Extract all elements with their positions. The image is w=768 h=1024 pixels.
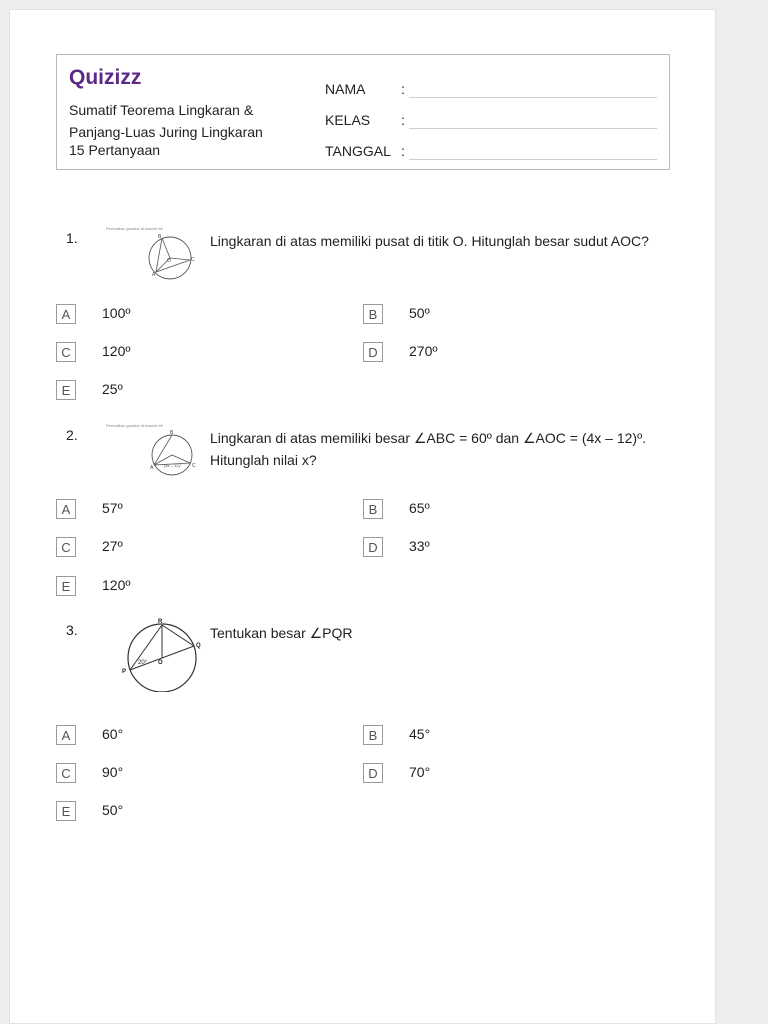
angle-label: 20° [138,660,148,666]
option-letter[interactable]: A [56,499,76,519]
option-value: 100º [102,305,131,321]
option-value: 50º [409,305,430,321]
option-value: 50° [102,802,124,818]
point-r: R [158,619,163,625]
option-value: 25º [102,381,123,397]
name-colon: : [401,81,405,97]
name-field[interactable] [325,81,405,97]
option-letter[interactable]: B [363,725,383,745]
date-label: TANGGAL [325,143,391,159]
date-field[interactable] [325,143,405,159]
option-letter[interactable]: C [56,342,76,362]
option-value: 270º [409,343,438,359]
option-letter[interactable]: B [363,499,383,519]
question-text: Lingkaran di atas memiliki pusat di titik O. Hitunglah besar sudut AOC? [210,233,649,249]
option-value: 45° [409,726,431,742]
svg-text:B: B [170,430,174,436]
svg-text:C: C [192,463,196,469]
option-letter[interactable]: C [56,537,76,557]
date-line[interactable] [409,159,657,160]
question-text: Tentukan besar ∠PQR [210,625,353,641]
option-letter[interactable]: E [56,801,76,821]
quiz-title: Sumatif Teorema Lingkaran & Panjang-Luas Juring Lingkaran [69,102,263,140]
question-number: 3. [66,622,78,638]
svg-text:A: A [152,272,156,278]
option-value: 120º [102,343,131,359]
point-p: P [122,669,127,675]
point-o: O [158,660,163,666]
option-value: 65º [409,500,430,516]
option-letter[interactable]: A [56,725,76,745]
option-letter[interactable]: E [56,380,76,400]
option-value: 120º [102,577,131,593]
quizizz-logo [69,64,169,90]
option-letter[interactable]: D [363,763,383,783]
diagram-angle-label: (4x – 12)° [164,463,182,468]
option-letter[interactable]: A [56,304,76,324]
circle-diagram-1 [106,224,202,282]
question-count: 15 Pertanyaan [69,142,161,158]
option-letter[interactable]: D [363,537,383,557]
circle-diagram-3 [106,616,206,692]
point-q: Q [196,643,201,649]
worksheet-page [9,9,716,1024]
diagram-caption: Perhatikan gambar di bawah ini! [106,226,164,231]
diagram-caption: Perhatikan gambar di bawah ini! [106,423,164,428]
class-line[interactable] [409,128,657,129]
logo-text: Quizizz [69,66,142,89]
name-label: NAMA [325,81,366,97]
option-value: 27º [102,538,123,554]
svg-text:O: O [167,258,171,264]
class-label: KELAS [325,112,371,128]
option-letter[interactable]: C [56,763,76,783]
option-letter[interactable]: D [363,342,383,362]
name-line[interactable] [409,97,657,98]
question-number: 2. [66,427,78,443]
circle-diagram-2 [106,421,202,477]
option-value: 33º [409,538,430,554]
option-letter[interactable]: E [56,576,76,596]
date-colon: : [401,143,405,159]
svg-text:B: B [158,234,162,240]
svg-text:C: C [191,257,195,263]
option-value: 70° [409,764,431,780]
option-letter[interactable]: B [363,304,383,324]
option-value: 60° [102,726,124,742]
option-value: 57º [102,500,123,516]
question-text: Lingkaran di atas memiliki besar ∠ABC = 60º dan ∠AOC = (4x – 12)º. Hitunglah nilai x? [210,430,647,468]
class-field[interactable] [325,112,405,128]
option-value: 90° [102,764,124,780]
question-number: 1. [66,230,78,246]
class-colon: : [401,112,405,128]
svg-text:A: A [150,465,154,471]
worksheet-header [56,54,670,170]
